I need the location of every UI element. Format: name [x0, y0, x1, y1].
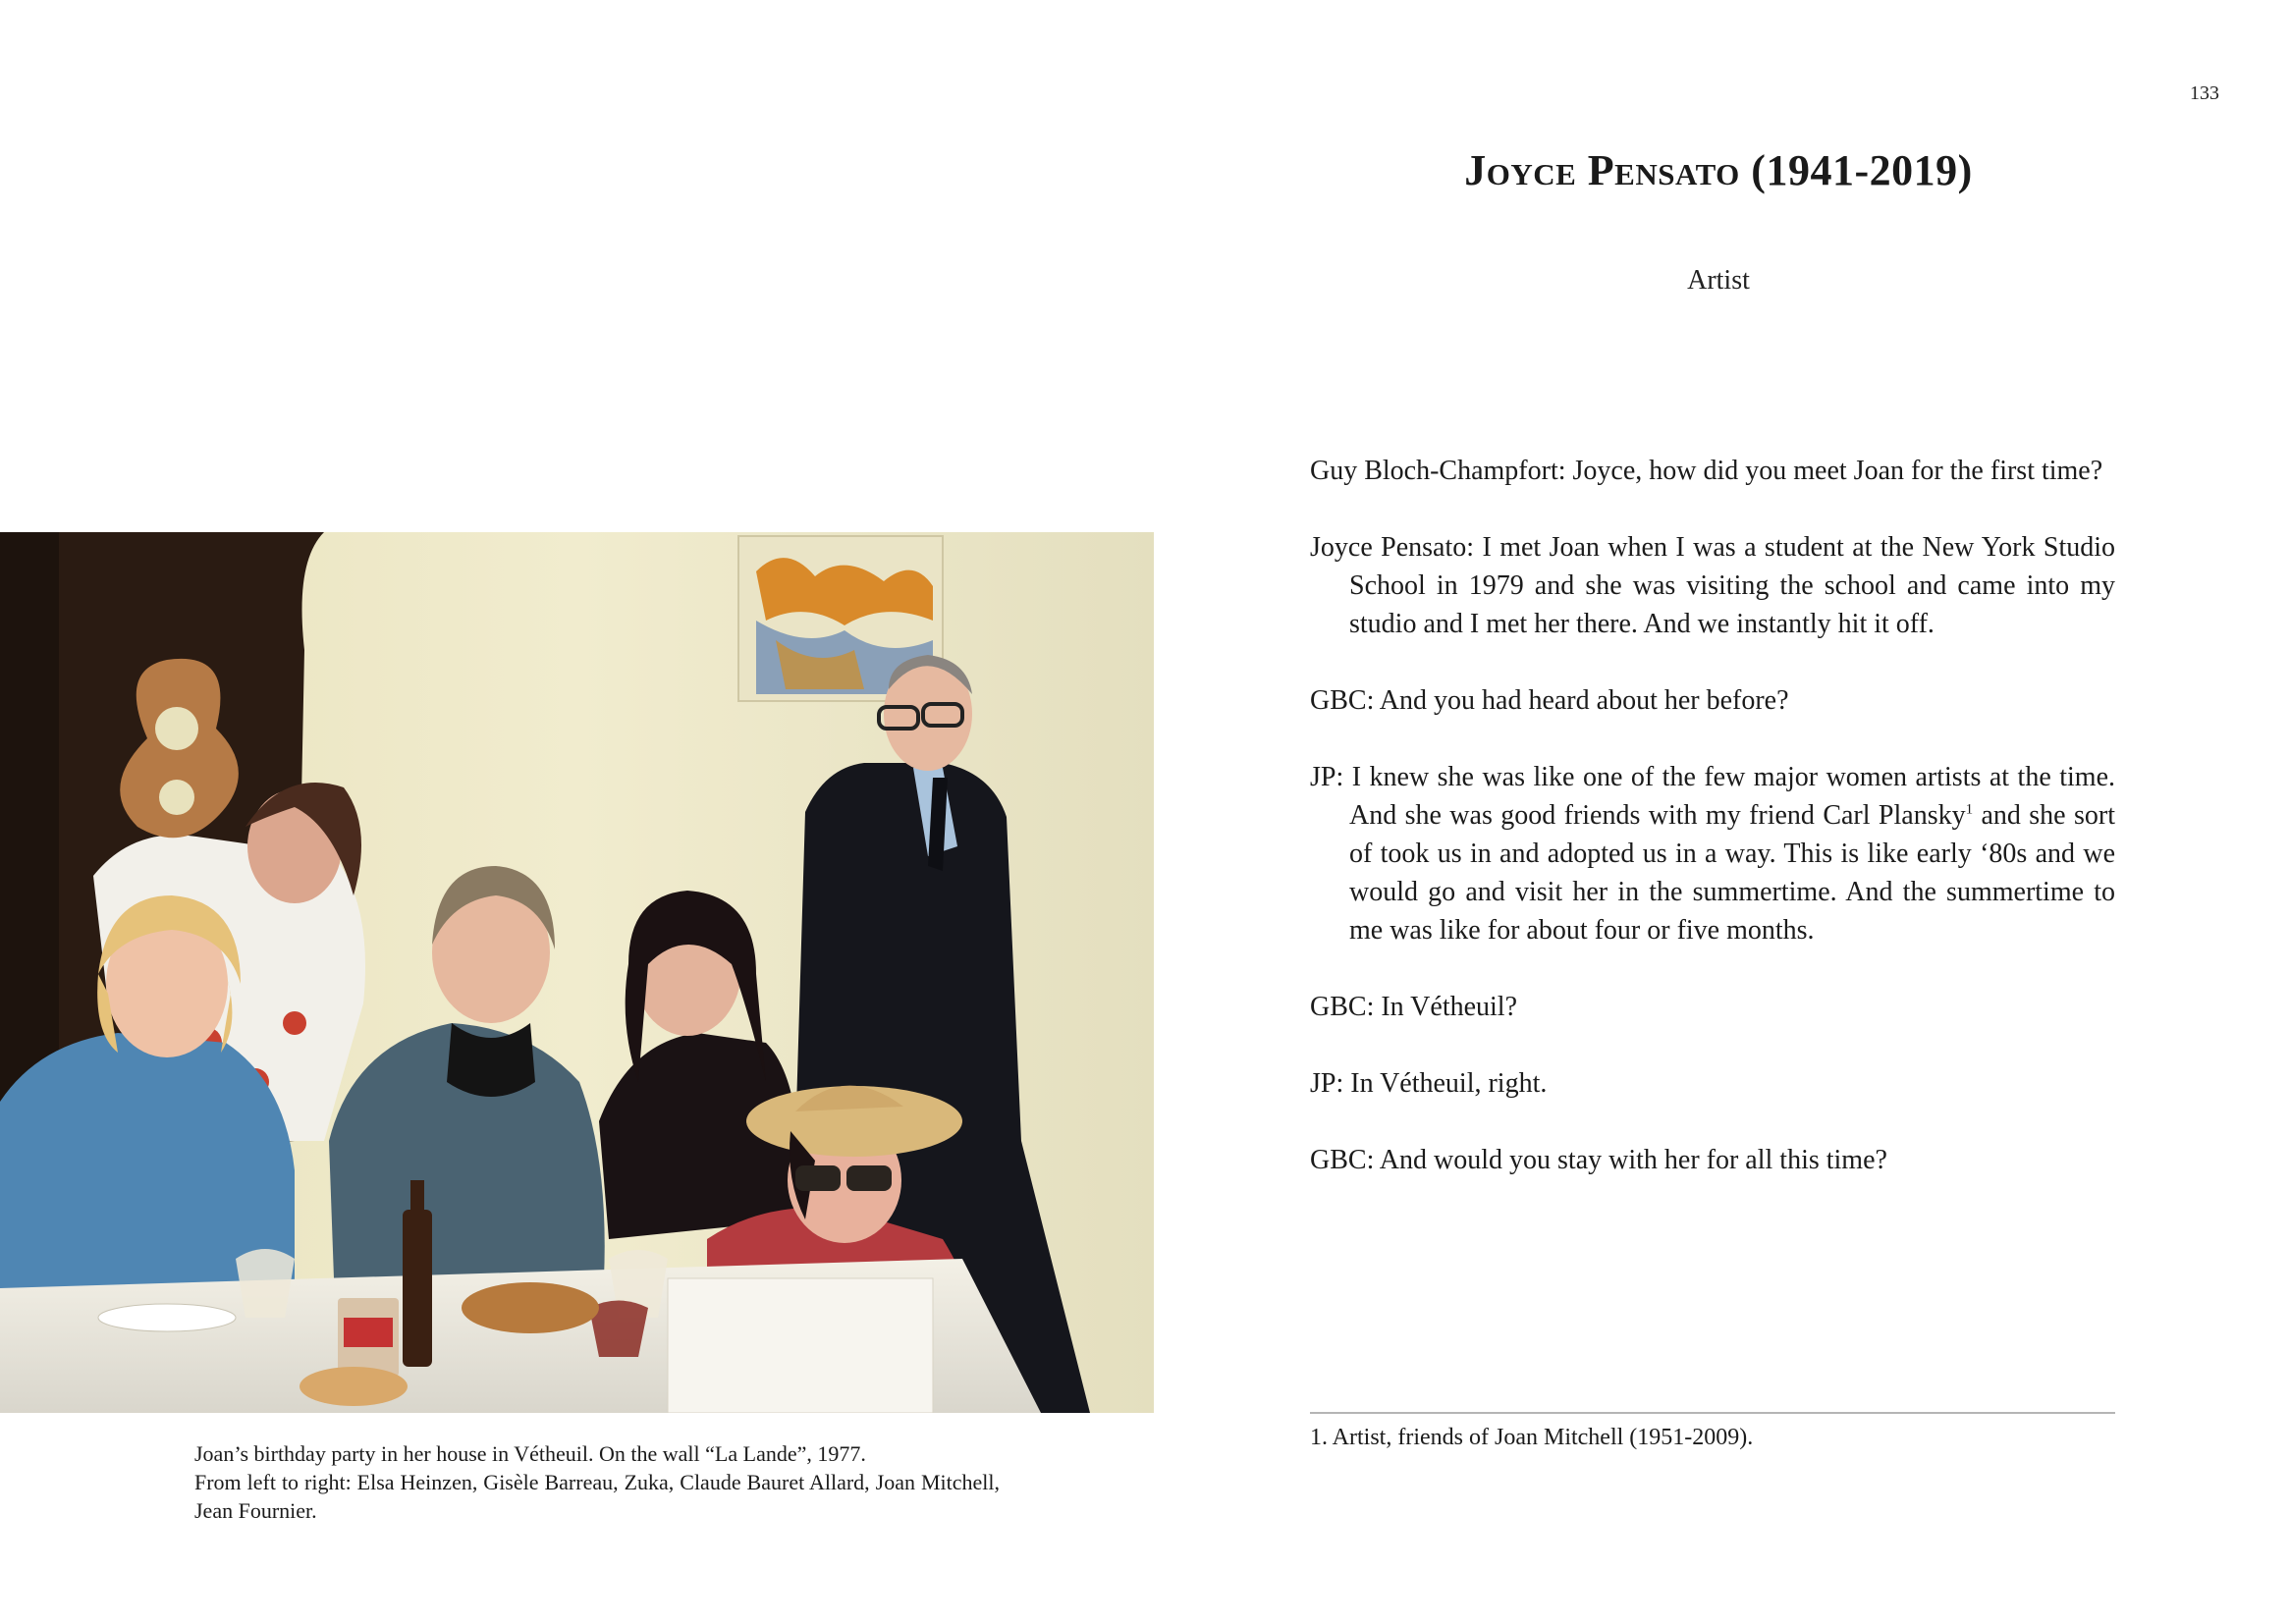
interview-paragraph: GBC: In Vétheuil? — [1310, 992, 1518, 1022]
interview-text — [1310, 452, 2115, 1218]
footnote-divider — [1310, 1412, 2115, 1414]
footnote-reference[interactable]: 1 — [1965, 801, 1974, 818]
interview-paragraph: JP: In Vétheuil, right. — [1310, 1068, 1548, 1099]
interview-paragraph: Joyce Pensato: I met Joan when I was a student at the New York Studio School in 1979 and she was visiting the school and came into my studio and I met her there. And we instantly hit it off. — [1310, 532, 2115, 639]
caption-line: Joan’s birthday party in her house in Vétheuil. On the wall “La Lande”, 1977. — [194, 1441, 866, 1466]
interview-text-segment: and she sort of took us in and adopted us in a way. This is like early ‘80s and we would go and visit her in the summertime. And the summertime to me was like for about four or five months. — [1349, 800, 2115, 946]
page-subtitle: Artist — [1687, 265, 1750, 296]
footnote: 1. Artist, friends of Joan Mitchell (1951-2009). — [1310, 1425, 1754, 1450]
page-number: 133 — [2190, 82, 2219, 104]
birthday-party-photo — [0, 532, 1154, 1413]
photo-caption — [194, 1439, 1000, 1525]
interview-paragraph: GBC: And would you stay with her for all this time? — [1310, 1145, 1887, 1175]
caption-line: From left to right: Elsa Heinzen, Gisèle Barreau, Zuka, Claude Bauret Allard, Joan Mitchell, Jean Fournier. — [194, 1470, 1000, 1523]
interview-text-segment: JP: I knew she was like one of the few major women artists at the time. And she was good friends with my friend Carl Plansky — [1310, 762, 2115, 831]
interview-paragraph: Guy Bloch-Champfort: Joyce, how did you meet Joan for the first time? — [1310, 456, 2103, 486]
page-title: Joyce Pensato (1941-2019) — [1464, 146, 1973, 194]
interview-paragraph: GBC: And you had heard about her before? — [1310, 685, 1789, 716]
interview-paragraph — [1310, 758, 2115, 949]
